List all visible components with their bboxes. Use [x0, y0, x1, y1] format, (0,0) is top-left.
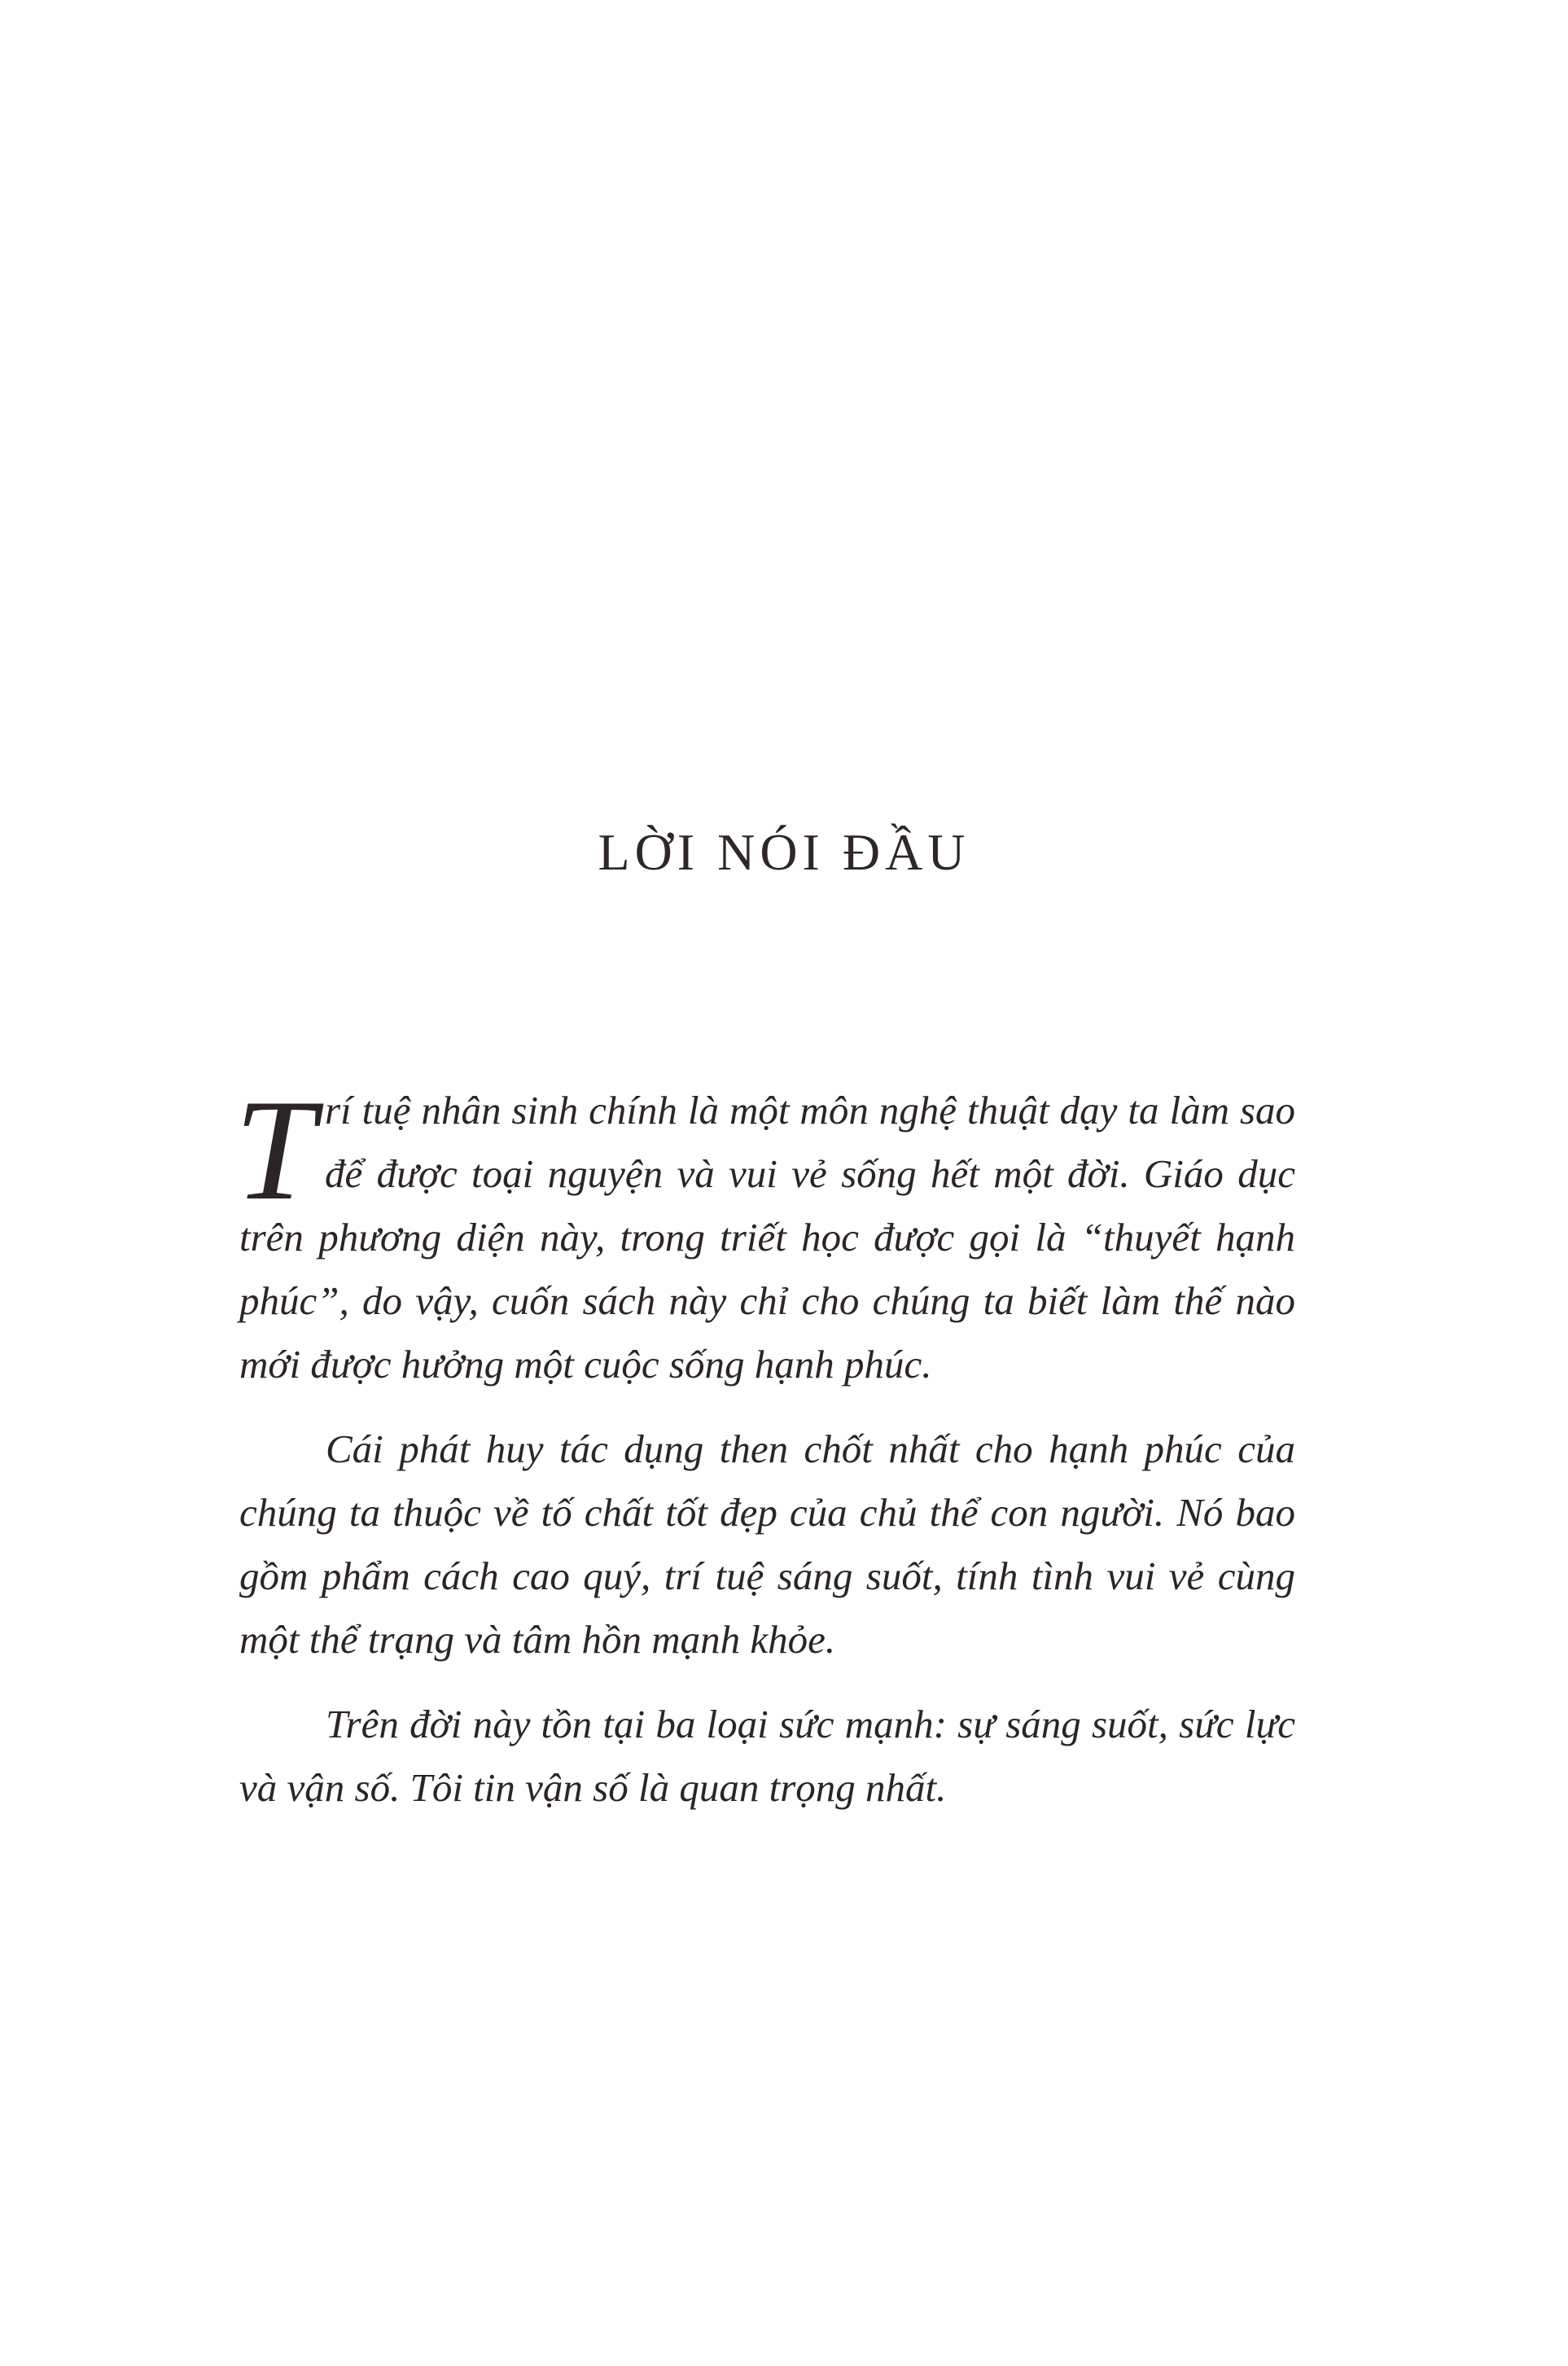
- chapter-title: LỜI NÓI ĐẦU: [598, 823, 970, 881]
- paragraph-3: Trên đời này tồn tại ba loại sức mạnh: sự sáng suốt, sức lực và vận số. Tôi tin vận số là quan trọng nhất.: [239, 1702, 1295, 1810]
- paragraph-1-text: rí tuệ nhân sinh chính là một môn nghệ thuật dạy ta làm sao để được toại nguyện và vui vẻ sống hết một đời. Giáo dục trên phương diện này, trong triết học được gọi là “thuyết hạnh phúc”, do vậy, cuốn sách này chỉ cho chúng ta biết làm thế nào mới được hưởng một cuộc sống hạnh phúc.: [239, 1088, 1295, 1387]
- paragraph-2: Cái phát huy tác dụng then chốt nhất cho hạnh phúc của chúng ta thuộc về tố chất tốt đẹp của chủ thể con người. Nó bao gồm phẩm cách cao quý, trí tuệ sáng suốt, tính tình vui vẻ cùng một thể trạng và tâm hồn mạnh khỏe.: [239, 1426, 1295, 1662]
- body-text: [234, 1069, 1295, 1841]
- paragraph-1: [234, 1069, 1295, 1396]
- drop-cap: T: [234, 1069, 315, 1230]
